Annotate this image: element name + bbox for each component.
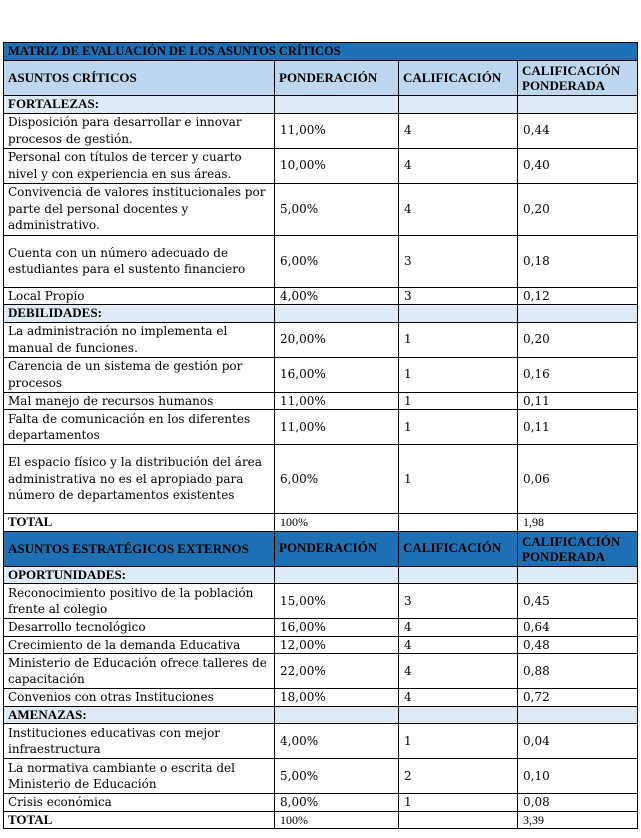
ponderada-cell: 0,12 [518,287,638,305]
table-row [4,322,638,357]
asunto-cell: Convivencia de valores institucionales por parte del personal docentes y administrativo. [4,183,275,235]
calificacion-cell: 4 [399,113,518,148]
header-ponderacion: PONDERACIÓN [275,531,399,566]
asunto-cell: Mal manejo de recursos humanos [4,392,275,410]
calificacion-cell: 4 [399,689,518,707]
table-row [4,445,638,514]
section-label: OPORTUNIDADES: [4,566,275,584]
ponderada-cell: 0,08 [518,794,638,812]
section-label: DEBILIDADES: [4,305,275,323]
total-row-internal [4,514,638,532]
total-ponderada: 3,39 [518,811,638,829]
ponderada-cell: 0,45 [518,584,638,619]
asunto-cell: Cuenta con un número adecuado de estudiantes para el sustento financiero [4,235,275,287]
calificacion-cell: 1 [399,357,518,392]
table-row [4,357,638,392]
header-ponderacion: PONDERACIÓN [275,61,399,96]
ponderada-cell: 0,44 [518,113,638,148]
ponderada-cell: 0,40 [518,148,638,183]
table-row [4,410,638,445]
calificacion-cell: 3 [399,235,518,287]
section-label: FORTALEZAS: [4,96,275,114]
ponderada-cell: 0,88 [518,654,638,689]
ponderacion-cell: 16,00% [275,619,399,637]
table-row [4,113,638,148]
section-label: AMENAZAS: [4,706,275,724]
asunto-cell: Carencia de un sistema de gestión por procesos [4,357,275,392]
ponderacion-cell: 11,00% [275,392,399,410]
table-row [4,183,638,235]
total-ponderacion: 100% [275,811,399,829]
ponderada-cell: 0,64 [518,619,638,637]
total-ponderada: 1,98 [518,514,638,532]
asunto-cell: Instituciones educativas con mejor infraestructura [4,724,275,759]
internal-header-row [4,61,638,96]
calificacion-cell: 1 [399,445,518,514]
ponderacion-cell: 10,00% [275,148,399,183]
ponderada-cell: 0,06 [518,445,638,514]
ponderacion-cell: 5,00% [275,183,399,235]
table-row [4,759,638,794]
ponderada-cell: 0,20 [518,183,638,235]
ponderada-cell: 0,72 [518,689,638,707]
calificacion-cell: 1 [399,794,518,812]
ponderacion-cell: 11,00% [275,410,399,445]
table-row [4,148,638,183]
table-row [4,584,638,619]
asunto-cell: El espacio físico y la distribución del área administrativa no es el apropiado para número de departamentos existentes [4,445,275,514]
calificacion-cell: 4 [399,619,518,637]
calificacion-cell: 1 [399,392,518,410]
header-asuntos-criticos: ASUNTOS CRÍTICOS [4,61,275,96]
table-row [4,636,638,654]
ponderacion-cell: 8,00% [275,794,399,812]
total-ponderacion: 100% [275,514,399,532]
ponderacion-cell: 20,00% [275,322,399,357]
table-row [4,619,638,637]
header-calificacion-ponderada: CALIFICACIÓN PONDERADA [518,531,638,566]
asunto-cell: Local Propio [4,287,275,305]
ponderacion-cell: 5,00% [275,759,399,794]
table-title: MATRIZ DE EVALUACIÓN DE LOS ASUNTOS CRÍTICOS [4,43,638,61]
ponderacion-cell: 6,00% [275,235,399,287]
header-asuntos-externos: ASUNTOS ESTRATÉGICOS EXTERNOS [4,531,275,566]
section-amenazas [4,706,638,724]
header-calificacion-ponderada: CALIFICACIÓN PONDERADA [518,61,638,96]
calificacion-cell: 1 [399,410,518,445]
section-fortalezas [4,96,638,114]
calificacion-cell: 4 [399,183,518,235]
header-calificacion: CALIFICACIÓN [399,61,518,96]
table-row [4,724,638,759]
asunto-cell: Crisis económica [4,794,275,812]
ponderacion-cell: 22,00% [275,654,399,689]
calificacion-cell: 1 [399,724,518,759]
calificacion-cell: 2 [399,759,518,794]
calificacion-cell: 3 [399,584,518,619]
ponderacion-cell: 15,00% [275,584,399,619]
ponderacion-cell: 4,00% [275,287,399,305]
section-debilidades [4,305,638,323]
evaluation-matrix-table [3,42,638,829]
ponderada-cell: 0,11 [518,410,638,445]
external-header-row [4,531,638,566]
asunto-cell: Falta de comunicación en los diferentes departamentos [4,410,275,445]
asunto-cell: Personal con títulos de tercer y cuarto nivel y con experiencia en sus áreas. [4,148,275,183]
calificacion-cell: 1 [399,322,518,357]
table-row [4,654,638,689]
ponderacion-cell: 18,00% [275,689,399,707]
total-label: TOTAL [4,811,275,829]
ponderada-cell: 0,04 [518,724,638,759]
asunto-cell: Ministerio de Educación ofrece talleres de capacitación [4,654,275,689]
asunto-cell: La normativa cambiante o escrita del Ministerio de Educación [4,759,275,794]
ponderada-cell: 0,20 [518,322,638,357]
calificacion-cell: 3 [399,287,518,305]
asunto-cell: La administración no implementa el manual de funciones. [4,322,275,357]
ponderada-cell: 0,16 [518,357,638,392]
table-row [4,689,638,707]
table-row [4,235,638,287]
ponderacion-cell: 16,00% [275,357,399,392]
ponderacion-cell: 12,00% [275,636,399,654]
ponderada-cell: 0,10 [518,759,638,794]
total-row-external [4,811,638,829]
table-row [4,794,638,812]
ponderada-cell: 0,18 [518,235,638,287]
total-label: TOTAL [4,514,275,532]
asunto-cell: Reconocimiento positivo de la población frente al colegio [4,584,275,619]
section-oportunidades [4,566,638,584]
calificacion-cell: 4 [399,636,518,654]
asunto-cell: Disposición para desarrollar e innovar procesos de gestión. [4,113,275,148]
asunto-cell: Convenios con otras Instituciones [4,689,275,707]
calificacion-cell: 4 [399,654,518,689]
table-title-row [4,43,638,61]
ponderacion-cell: 6,00% [275,445,399,514]
ponderada-cell: 0,11 [518,392,638,410]
header-calificacion: CALIFICACIÓN [399,531,518,566]
table-row [4,287,638,305]
table-row [4,392,638,410]
ponderacion-cell: 4,00% [275,724,399,759]
ponderacion-cell: 11,00% [275,113,399,148]
asunto-cell: Desarrollo tecnológico [4,619,275,637]
calificacion-cell: 4 [399,148,518,183]
ponderada-cell: 0,48 [518,636,638,654]
asunto-cell: Crecimiento de la demanda Educativa [4,636,275,654]
